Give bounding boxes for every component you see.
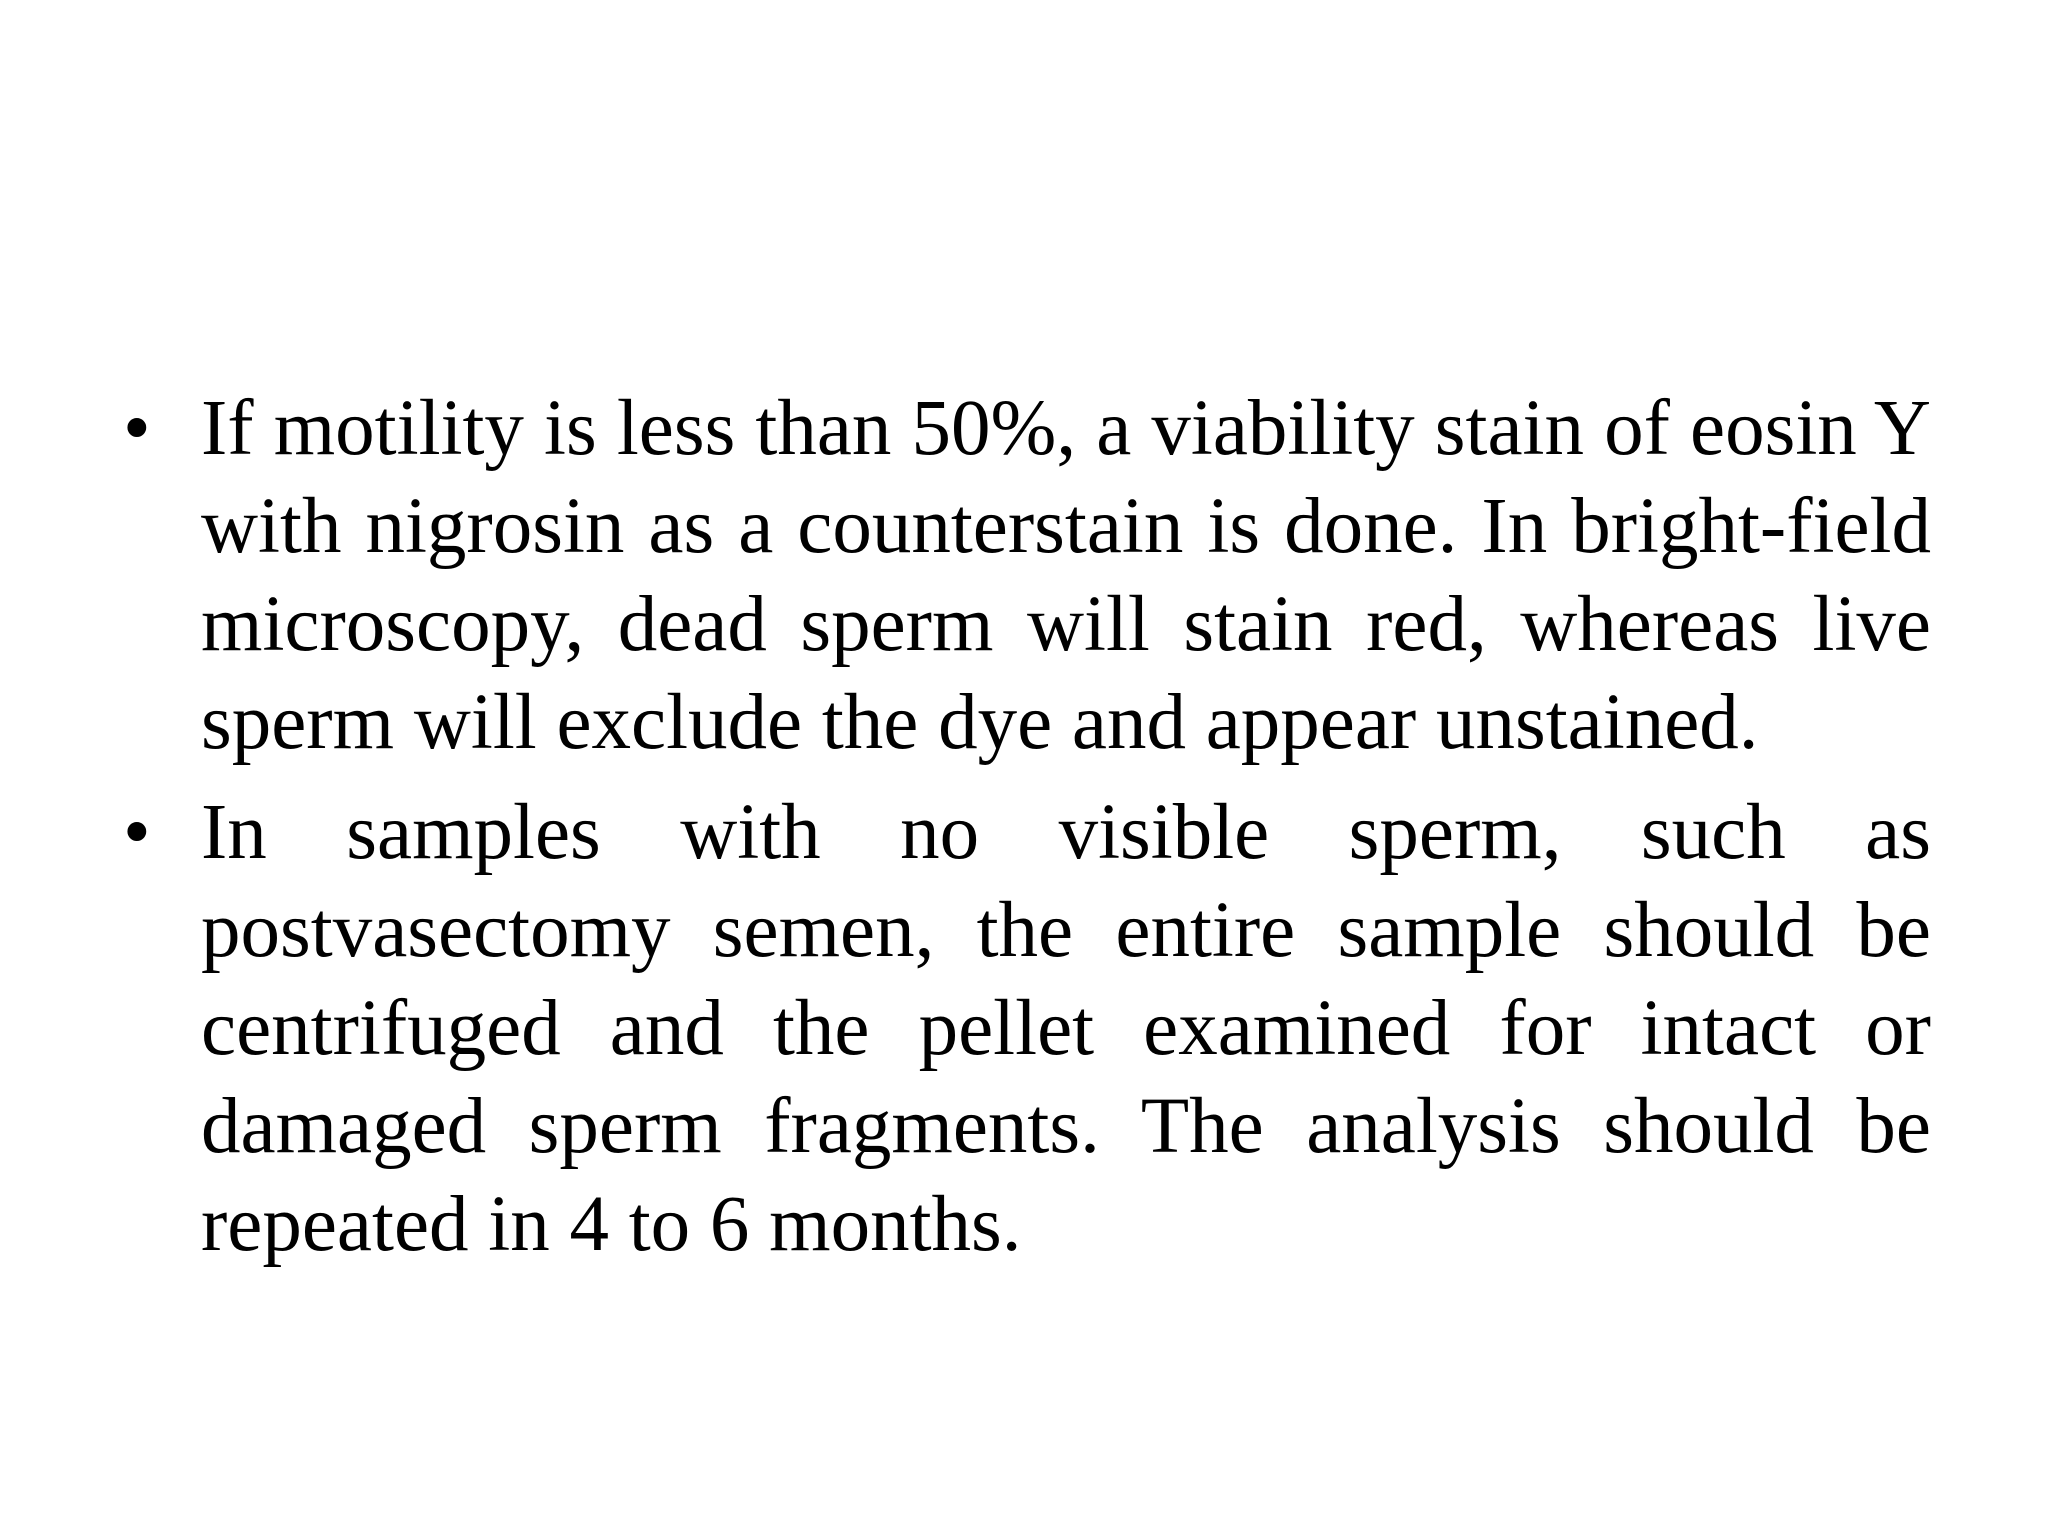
bullet-list (123, 380, 1931, 1274)
bullet-text-no-visible-sperm: In samples with no visible sperm, such as postvasectomy semen, the entire sample should be centrifuged and the pellet examined for intact or damaged sperm fragments. The analysis should be repeated in 4 to 6 months. (201, 789, 1931, 1268)
bullet-marker: • (123, 385, 151, 472)
bullet-item (123, 380, 1931, 772)
bullet-text-viability-stain: If motility is less than 50%, a viability stain of eosin Y with nigrosin as a counterstain is done. In bright-field microscopy, dead sperm will stain red, whereas live sperm will exclude the dye and appear unstained. (201, 385, 1931, 766)
bullet-item (123, 784, 1931, 1274)
bullet-marker: • (123, 789, 151, 876)
